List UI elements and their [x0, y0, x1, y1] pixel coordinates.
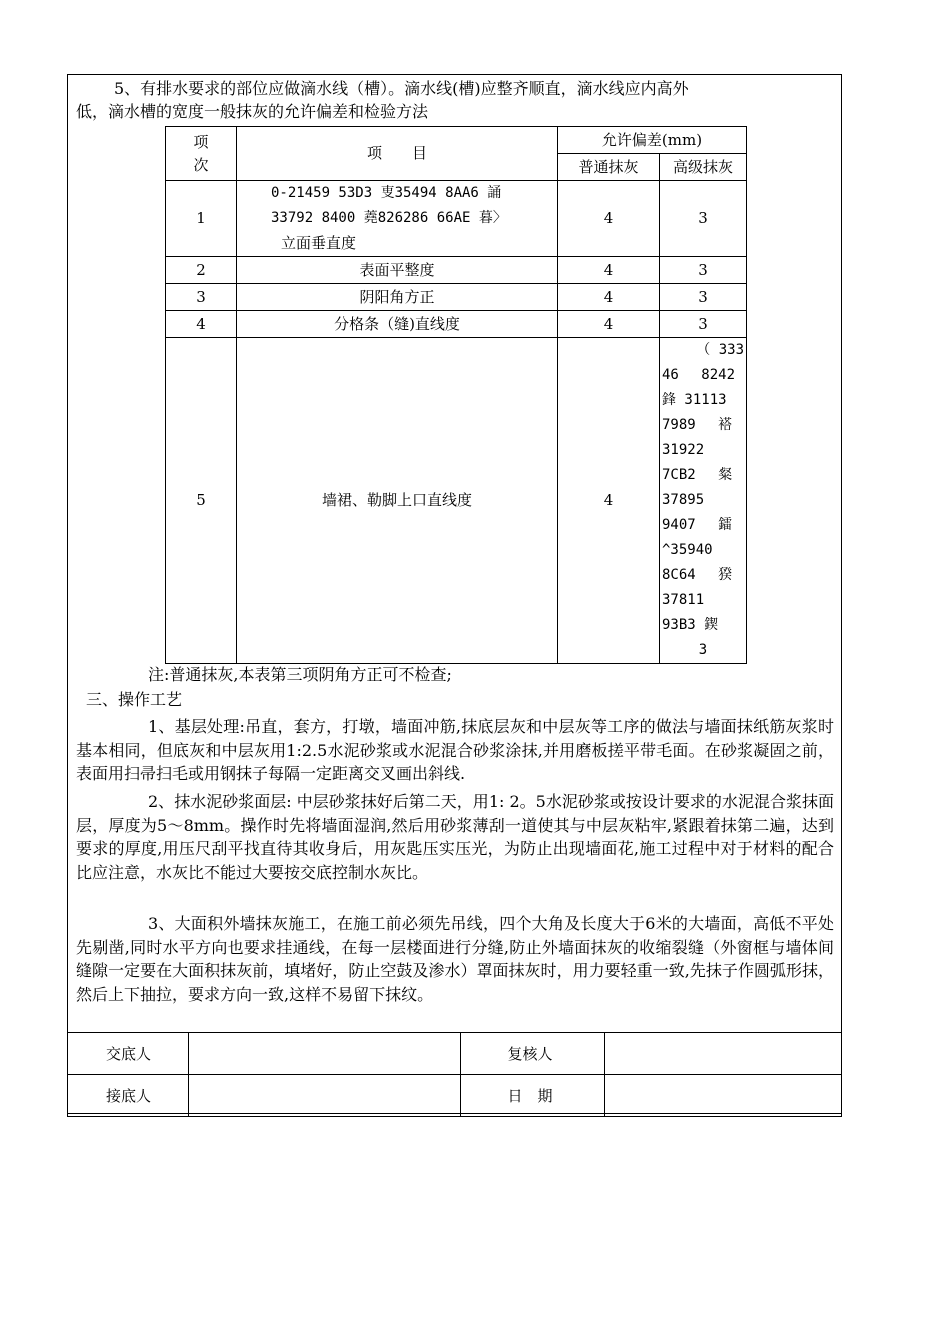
garbled-line: （ 333 — [696, 342, 744, 358]
table-row — [166, 311, 747, 338]
handover-field[interactable] — [188, 1033, 461, 1075]
row-normal: 4 — [558, 181, 660, 257]
row-no: 5 — [166, 338, 237, 664]
paragraph-1 — [76, 715, 834, 786]
header-normal: 普通抹灰 — [558, 154, 660, 181]
row-high-garbled — [660, 338, 747, 664]
paragraph-1-text: 1、基层处理:吊直，套方，打墩，墙面冲筋,抹底层灰和中层灰等工序的做法与墙面抹纸筋灰浆时基本相同，但底灰和中层灰用1:2.5水泥砂浆或水泥混合砂浆涂抹,并用磨板搓平带毛面。在砂浆凝固之前，表面用扫帚扫毛或用钢抹子每隔一定距离交叉画出斜线. — [76, 717, 834, 783]
paragraph-2 — [76, 790, 834, 884]
row-high: 3 — [660, 257, 747, 284]
table-row — [166, 257, 747, 284]
header-tolerance: 允许偏差(mm) — [558, 127, 747, 154]
garbled-line: 93B3 鍥 — [662, 617, 719, 633]
row-high: 3 — [660, 284, 747, 311]
date-field[interactable] — [605, 1075, 842, 1117]
garbled-line: 46 8242 — [662, 367, 736, 383]
row-normal: 4 — [558, 257, 660, 284]
row-no: 3 — [166, 284, 237, 311]
garbled-line: 7989 褡 — [662, 417, 733, 433]
receiver-label: 接底人 — [68, 1075, 189, 1117]
garbled-line: 7CB2 粲 — [662, 467, 733, 483]
section-title: 三、操作工艺 — [86, 690, 183, 709]
row-high: 3 — [660, 311, 747, 338]
garbled-line: 8C64 猤 — [662, 567, 733, 583]
row-item-cell — [237, 181, 558, 257]
garbled-line: 3 — [698, 642, 708, 658]
row-item-code-1: 0-21459 53D3 叓35494 8AA6 誦 — [271, 185, 502, 201]
receiver-field[interactable] — [188, 1075, 461, 1117]
signature-table — [67, 1032, 842, 1117]
garbled-line: ^35940 — [662, 542, 713, 558]
row-normal: 4 — [558, 338, 660, 664]
intro-line-1: 5、有排水要求的部位应做滴水线（槽）。滴水线(槽)应整齐顺直，滴水线应内高外 — [114, 79, 689, 98]
row-item: 墙裙、勒脚上口直线度 — [237, 338, 558, 664]
date-label: 日 期 — [461, 1075, 605, 1117]
table-row — [166, 338, 747, 664]
paragraph-2-text: 2、抹水泥砂浆面层: 中层砂浆抹好后第二天，用1: 2。5水泥砂浆或按设计要求的水泥混合浆抹面层，厚度为5～8mm。操作时先将墙面湿润,然后用砂浆薄刮一道使其与中层灰粘牢,紧跟着抹第二遍，达到要求的厚度,用压尺刮平找直待其收身后，用灰匙压实压光，为防止出现墙面花,施工过程中对于材料的配合比应注意，水灰比不能过大要按交底控制水灰比。 — [76, 792, 834, 882]
tolerance-table — [165, 126, 747, 664]
row-normal: 4 — [558, 284, 660, 311]
row-high: 3 — [660, 181, 747, 257]
handover-label: 交底人 — [68, 1033, 189, 1075]
reviewer-label: 复核人 — [461, 1033, 605, 1075]
header-item: 项 目 — [237, 127, 558, 181]
table-row — [166, 181, 747, 257]
row-item: 分格条（缝)直线度 — [237, 311, 558, 338]
header-high: 高级抹灰 — [660, 154, 747, 181]
row-item: 阴阳角方正 — [237, 284, 558, 311]
header-item-no: 项 次 — [166, 127, 237, 181]
paragraph-3-text: 3、大面积外墙抹灰施工，在施工前必须先吊线，四个大角及长度大于6米的大墙面，高低不平处先剔凿,同时水平方向也要求挂通线，在每一层楼面进行分缝,防止外墙面抹灰的收缩裂缝（外窗框与墙体间缝隙一定要在大面积抹灰前，填堵好，防止空鼓及渗水）罩面抹灰时，用力要轻重一致,先抹子作圆弧形抹，然后上下抽拉，要求方向一致,这样不易留下抹纹。 — [76, 914, 834, 1004]
intro-line-2: 低，滴水槽的宽度一般抹灰的允许偏差和检验方法 — [76, 102, 429, 121]
row-normal: 4 — [558, 311, 660, 338]
garbled-line: 鋒 31113 — [662, 392, 727, 408]
row-item: 立面垂直度 — [281, 234, 357, 252]
garbled-line: 37895 — [662, 492, 705, 508]
row-no: 2 — [166, 257, 237, 284]
paragraph-3 — [76, 912, 834, 1006]
garbled-line: 37811 — [662, 592, 705, 608]
reviewer-field[interactable] — [605, 1033, 842, 1075]
garbled-line: 9407 鐳 — [662, 517, 733, 533]
table-note: 注:普通抹灰,本表第三项阴角方正可不检查; — [148, 665, 452, 684]
row-item: 表面平整度 — [237, 257, 558, 284]
row-no: 4 — [166, 311, 237, 338]
table-row — [166, 284, 747, 311]
row-no: 1 — [166, 181, 237, 257]
garbled-line: 31922 — [662, 442, 705, 458]
row-item-code-2: 33792 8400 蕘826286 66AE 暮〉 — [271, 210, 507, 226]
